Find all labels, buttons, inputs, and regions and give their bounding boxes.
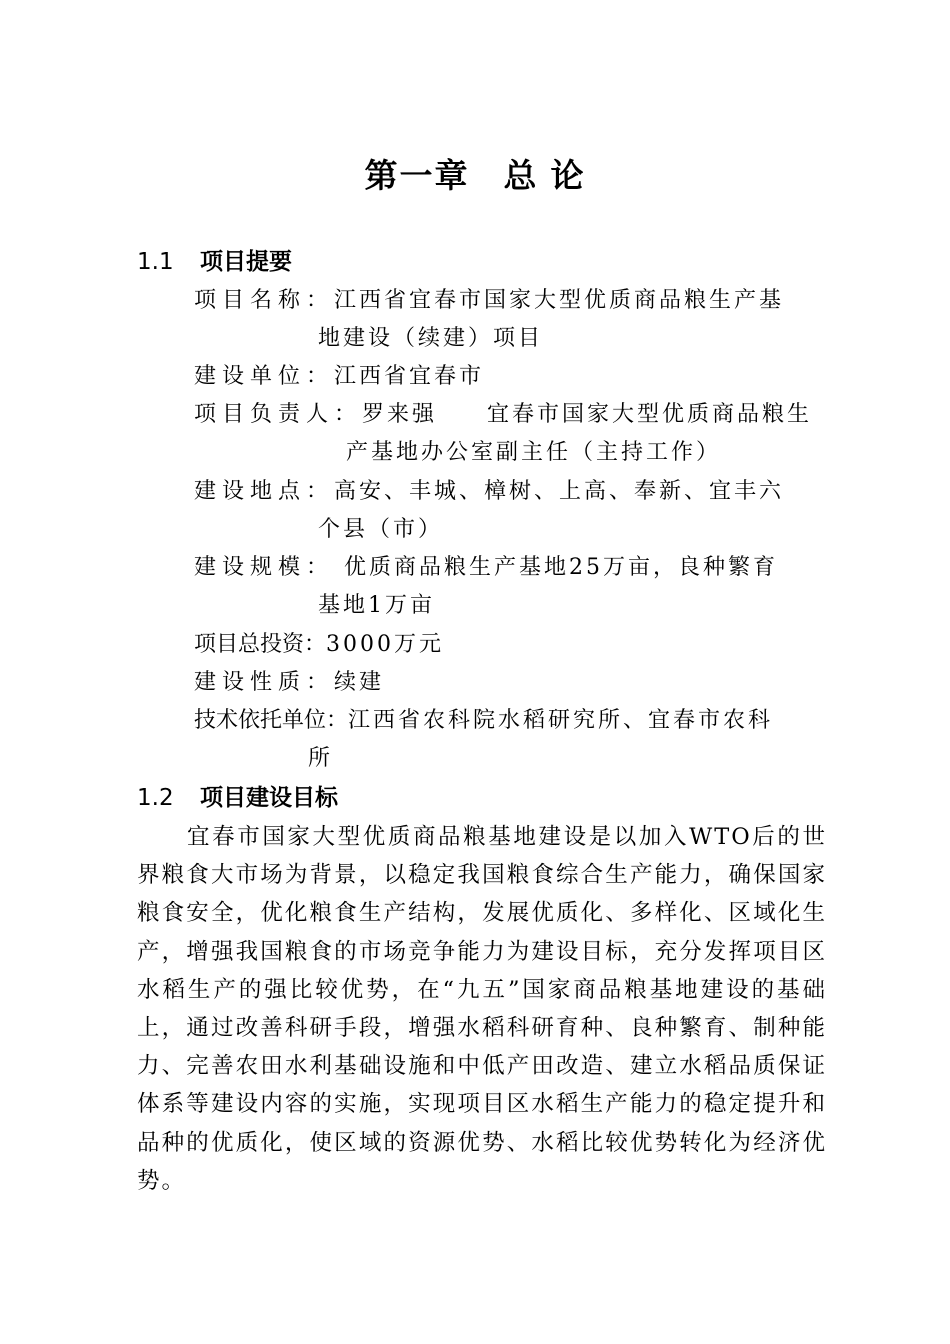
field-value: 江西省农科院水稻研究所、宜春市农科 bbox=[348, 708, 774, 733]
field-value: 3000万元 bbox=[326, 632, 445, 657]
field-value: 续建 bbox=[334, 670, 385, 695]
field-value-continued: 地建设（续建）项目 bbox=[318, 326, 544, 351]
field-construction-nature bbox=[194, 664, 824, 702]
field-label: 建设单位： bbox=[194, 364, 335, 389]
field-value: 罗来强 宜春市国家大型优质商品粮生 bbox=[362, 402, 813, 427]
chapter-title bbox=[0, 152, 950, 200]
field-technical-support bbox=[194, 702, 824, 778]
field-value-continued: 产基地办公室副主任（主持工作） bbox=[346, 440, 722, 465]
section-title: 项目建设目标 bbox=[200, 785, 338, 811]
field-label: 建设规模： bbox=[194, 555, 335, 580]
field-value: 江西省宜春市 bbox=[334, 364, 485, 389]
field-value-continued: 所 bbox=[308, 746, 334, 771]
field-label: 项目名称： bbox=[194, 288, 335, 313]
field-value-continued: 个县（市） bbox=[318, 517, 444, 542]
field-value: 江西省宜春市国家大型优质商品粮生产基 bbox=[334, 288, 785, 313]
chapter-number: 第一章 bbox=[364, 156, 470, 195]
field-construction-unit bbox=[194, 358, 824, 396]
field-project-leader bbox=[194, 396, 824, 472]
field-construction-scale bbox=[194, 549, 824, 625]
chapter-word-1: 总 bbox=[503, 156, 539, 195]
chapter-word-2: 论 bbox=[550, 156, 586, 195]
section-heading-1-1 bbox=[137, 244, 292, 280]
field-construction-location bbox=[194, 473, 824, 549]
field-label: 项目负责人： bbox=[194, 402, 363, 427]
section-number: 1.2 bbox=[137, 785, 174, 811]
field-label: 技术依托单位： bbox=[194, 708, 349, 733]
section-heading-1-2 bbox=[137, 780, 338, 816]
goal-paragraph: 宜春市国家大型优质商品粮基地建设是以加入WTO后的世界粮食大市场为背景，以稳定我国粮食综合生产能力，确保国家粮食安全，优化粮食生产结构，发展优质化、多样化、区域化生产，增强我国粮食的市场竞争能力为建设目标，充分发挥项目区水稻生产的强比较优势，在“九五”国家商品粮基地建设的基础上，通过改善科研手段，增强水稻科研育种、良种繁育、制种能力、完善农田水利基础设施和中低产田改造、建立水稻品质保证体系等建设内容的实施，实现项目区水稻生产能力的稳定提升和品种的优质化，使区域的资源优势、水稻比较优势转化为经济优势。 bbox=[137, 824, 827, 1194]
section-title: 项目提要 bbox=[200, 249, 292, 275]
field-value: 优质商品粮生产基地25万亩，良种繁育 bbox=[334, 555, 779, 580]
section-number: 1.1 bbox=[137, 249, 174, 275]
field-label: 建设地点： bbox=[194, 479, 335, 504]
field-label: 建设性质： bbox=[194, 670, 335, 695]
field-value: 高安、丰城、樟树、上高、奉新、宜丰六 bbox=[334, 479, 785, 504]
field-value-continued: 基地1万亩 bbox=[318, 593, 435, 618]
field-total-investment bbox=[194, 626, 824, 664]
field-project-name bbox=[194, 282, 824, 358]
field-label: 项目总投资： bbox=[194, 632, 327, 657]
